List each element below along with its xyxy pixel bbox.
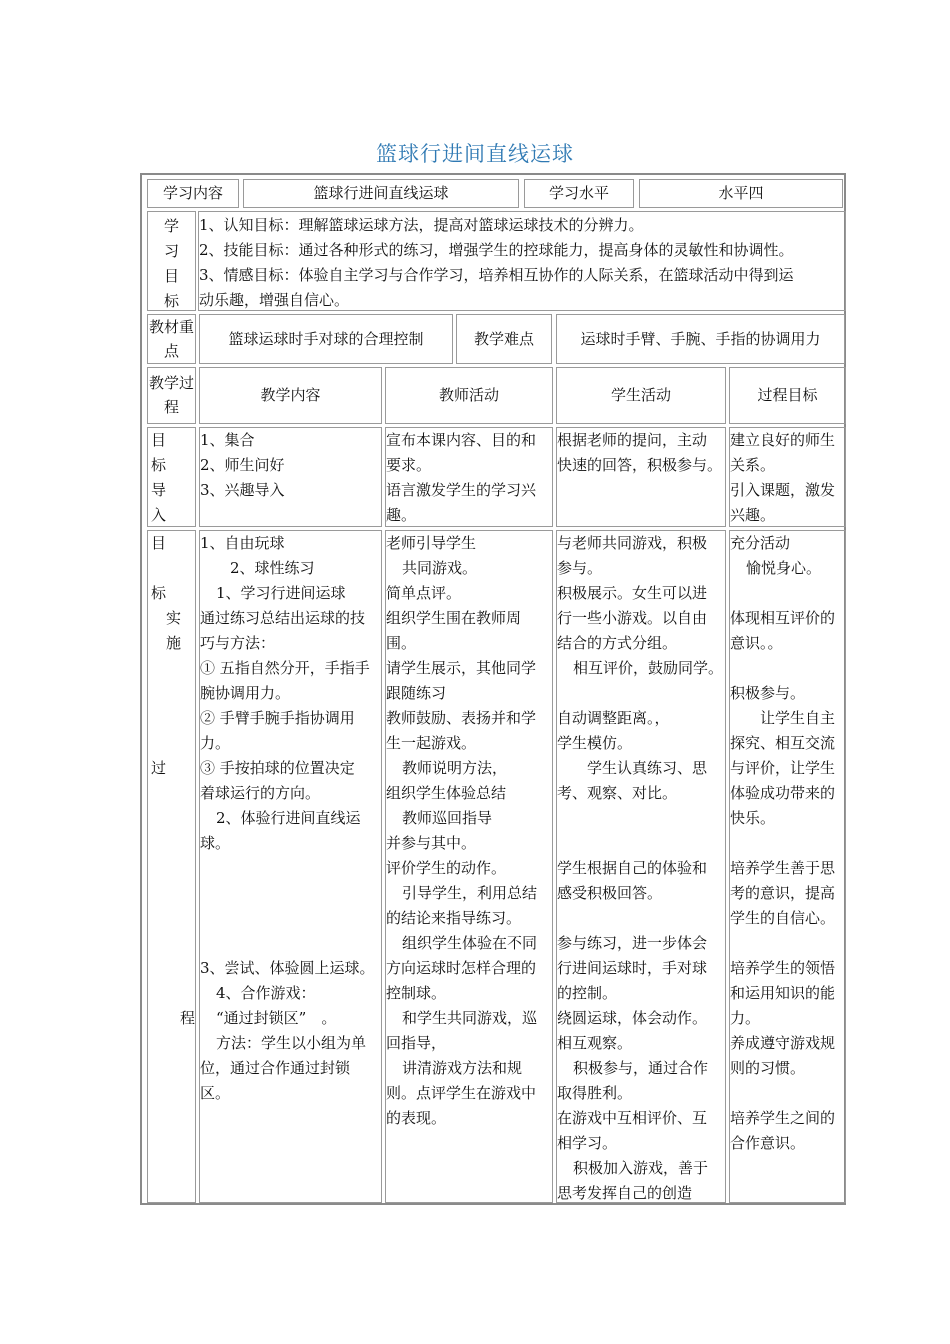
intro-student: 根据老师的提问，主动 快速的回答，积极参与。 (556, 427, 726, 527)
label-key-points: 教材重 点 (147, 314, 196, 364)
intro-teacher: 宣布本课内容、目的和 要求。 语言激发学生的学习兴 趣。 (385, 427, 553, 527)
objective-line: 动乐趣，增强自信心。 (199, 291, 350, 309)
header-teacher: 教师活动 (385, 367, 553, 424)
header-goal: 过程目标 (729, 367, 846, 424)
main-goal: 充分活动 愉悦身心。 体现相互评价的 意识。。 积极参与。 让学生自主 探究、相互交流 与评价，让学生 体验成功带来的 快乐。 培养学生善于思 考的意识，提高 学生的自信心。 培养学生的领悟 和运用知识的能 力。 养成遵守游戏规 则的习惯。 培养学生之间的 合作意识。 (729, 530, 846, 1203)
key-point: 篮球运球时手对球的合理控制 (199, 314, 453, 364)
label-difficulty: 教学难点 (456, 314, 552, 364)
label-main: 目 标 实 施 过 程 (147, 530, 196, 1203)
label-intro: 目 标 导 入 (147, 427, 196, 527)
lesson-plan-table (140, 173, 846, 1205)
objective-line: 3、情感目标：体验自主学习与合作学习，培养相互协作的人际关系，在篮球活动中得到运 (199, 266, 794, 284)
intro-goal: 建立良好的师生 关系。 引入课题，激发 兴趣。 (729, 427, 846, 527)
main-student: 与老师共同游戏，积极 参与。 积极展示。女生可以进 行一些小游戏。以自由 结合的方式分组。 相互评价，鼓励同学。 自动调整距离。， 学生模仿。 学生认真练习、思 考、观察、对比。 学生根据自己的体验和 感受积极回答。 参与练习，进一步体会 行进间运球时，手对球 的控制。 绕圆运球，体会动作。 相互观察。 积极参与，通过合作 取得胜利。 在游戏中互相评价、互 相学习。 积极加入游戏，善于 思考发挥自己的创造 (556, 530, 726, 1203)
learning-level: 水平四 (639, 179, 843, 208)
intro-content: 1、集合 2、师生问好 3、兴趣导入 (199, 427, 382, 527)
objective-line: 2、技能目标：通过各种形式的练习，增强学生的控球能力，提高身体的灵敏性和协调性。 (199, 241, 794, 259)
header-student: 学生活动 (556, 367, 726, 424)
main-teacher: 老师引导学生 共同游戏。 简单点评。 组织学生围在教师周 围。 请学生展示，其他同学 跟随练习 教师鼓励、表扬并和学 生一起游戏。 教师说明方法， 组织学生体验总结 教师巡回指导 并参与其中。 评价学生的动作。 引导学生，利用总结 的结论来指导练习。 组织学生体验在不同 方向运球时怎样合理的 控制球。 和学生共同游戏，巡 回指导， 讲清游戏方法和规 则。点评学生在游戏中 的表现。 (385, 530, 553, 1203)
page-title: 篮球行进间直线运球 (376, 142, 574, 166)
label-objectives: 学 习 目 标 (147, 211, 196, 311)
label-learning-level: 学习水平 (524, 179, 634, 208)
label-process: 教学过 程 (147, 367, 196, 424)
difficulty: 运球时手臂、手腕、手指的协调用力 (556, 314, 845, 364)
label-learning-content: 学习内容 (147, 179, 239, 208)
main-content: 1、自由玩球 2、球性练习 1、学习行进间运球 通过练习总结出运球的技 巧与方法： ① 五指自然分开，手指手 腕协调用力。 ② 手臂手腕手指协调用 力。 ③ 手按拍球的位置决定 着球运行的方向。 2、体验行进间直线运 球。 3、尝试、体验圆上运球。 4、合作游戏： “通过封锁区” 。 方法：学生以小组为单 位，通过合作通过封锁 区。 (199, 530, 382, 1203)
objective-line: 1、认知目标：理解篮球运球方法，提高对篮球运球技术的分辨力。 (199, 216, 644, 234)
objectives-text (198, 211, 846, 311)
header-content: 教学内容 (199, 367, 382, 424)
learning-content: 篮球行进间直线运球 (243, 179, 519, 208)
